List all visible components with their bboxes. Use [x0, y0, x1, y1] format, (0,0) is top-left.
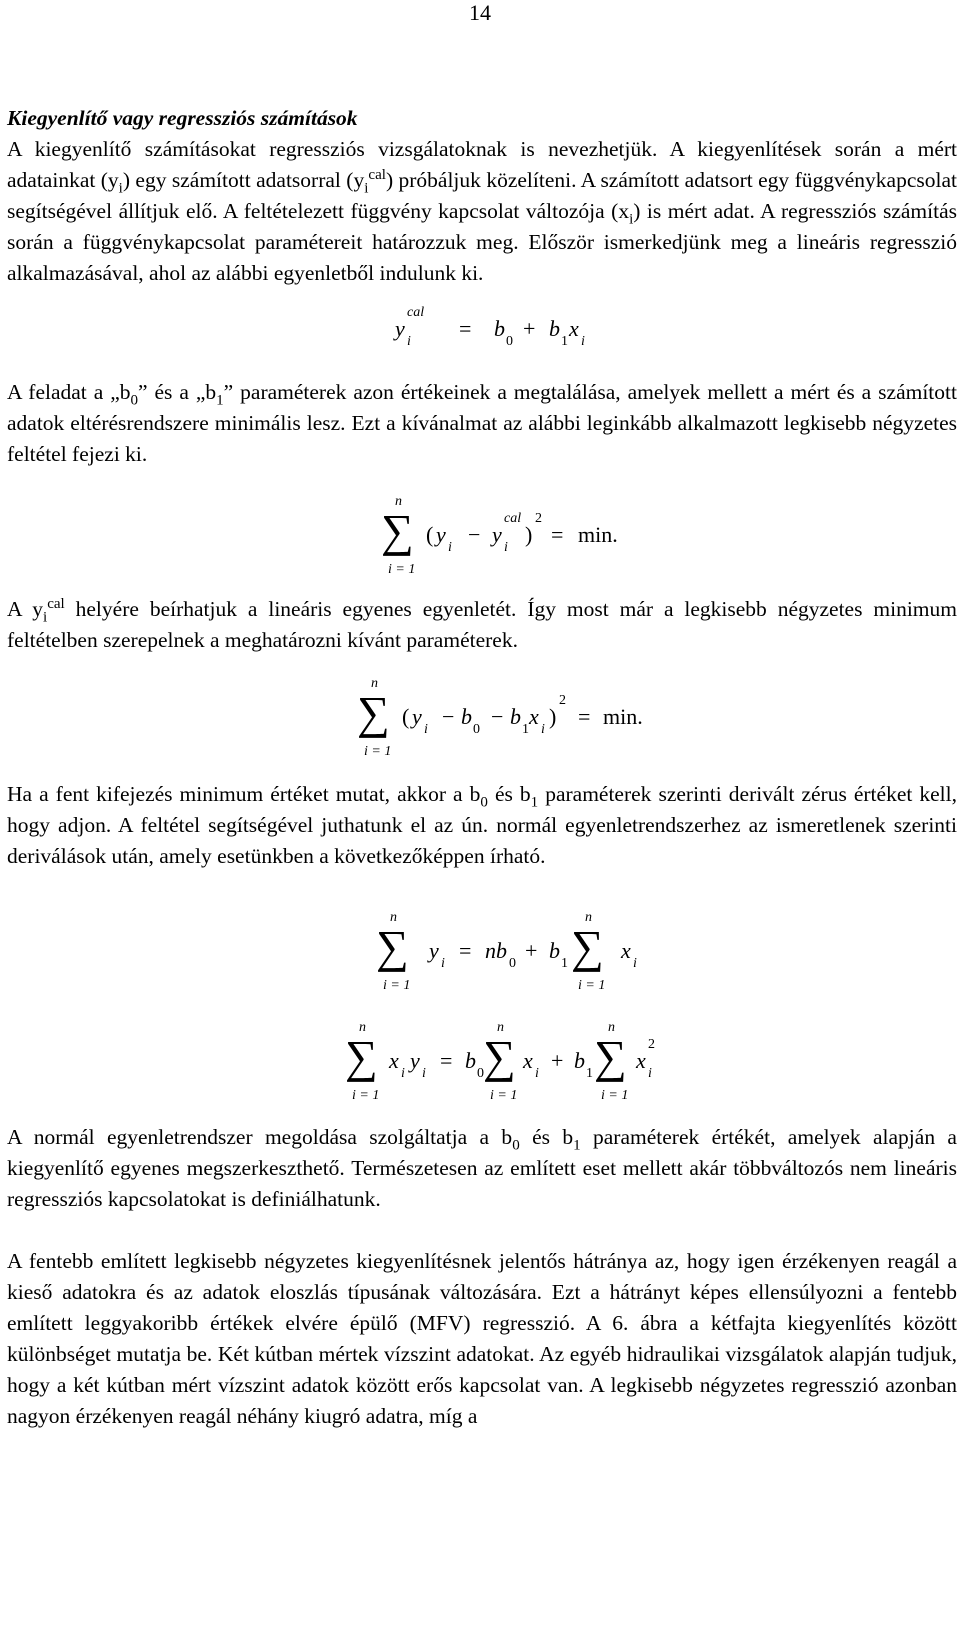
equation-normal-2: n ∑ i = 1 x i y i = b 0 n ∑ i = 1 x i + b 1 n ∑ i = 1 x i 2	[345, 1020, 655, 1103]
equation-least-squares: n ∑ i = 1 ( y i − y i cal ) 2 = min.	[381, 494, 618, 577]
equation-linear-model: y i cal = b 0 + b 1 x i	[395, 305, 585, 349]
paragraph-substitute: A $y_i^{cal}$ helyére beírhatjuk a lineáris egyenes egyenletét. Így most már a legkisebb négyzetes minimum feltételben szerepelnek a meghatározni kívánt paraméterek.	[7, 595, 957, 652]
section-heading: Kiegyenlítő vagy regressziós számítások	[7, 106, 358, 130]
paragraph-derivative: Ha a fent kifejezés minimum értéket mutat, akkor a $b_0$ és $b_1$ paraméterek szerinti derivált zérus értéket kell, hogy adjon. A feltétel segítségével juthatunk el az ún. normál egyenletrendszerhez az ismeretlenek szerinti deriválások után, amely esetünkben a következőképpen írható.	[7, 782, 957, 868]
document-body	[7, 103, 957, 1432]
page-number: 14	[469, 0, 491, 25]
paragraph-solution: A normál egyenletrendszer megoldása szolgáltatja a $b_0$ és $b_1$ paraméterek értékét, amelyek alapján a kiegyenlítő egyenes megszerkeszthető. Természetesen az említett eset mellett akár többváltozós nem lineáris regressziós kapcsolatokat is definiálhatunk.	[7, 1125, 957, 1211]
paragraph-least-squares: A feladat a $„b_0$” és a $„b_1$” paraméterek azon értékeinek a megtalálása, amelyek mellett a mért és a számított adatok eltérésrendszere minimális lesz. Ezt a kívánalmat az alábbi leginkább alkalmazott legkisebb négyzetes feltétel fejezi ki.	[7, 380, 957, 466]
paragraph-intro: A kiegyenlítő számításokat regressziós vizsgálatoknak is nevezhetjük. A kiegyenlítések során a mért adatainkat $(y_i)$ egy számított adatsorral $(y_i^{cal})$ próbáljuk közelíteni. A számított adatsort egy függvénykapcsolat segítségével állítjuk elő. A feltételezett függvény kapcsolat változója $(x_i)$ is mért adat. A regressziós számítás során a függvénykapcsolat paramétereit határozzuk meg. Először ismerkedjünk meg a lineáris regresszió alkalmazásával, ahol az alábbi egyenletből indulunk ki.	[7, 137, 958, 285]
equation-normal-1: n ∑ i = 1 y i = nb 0 + b 1 n ∑ i = 1 x i	[376, 910, 637, 993]
paragraph-mfv: A fentebb említett legkisebb négyzetes kiegyenlítésnek jelentős hátránya az, hogy igen érzékenyen reagál a kieső adatokra és az adatok eloszlás típusának változására. Ezt a hátrányt képes ellensúlyozni a fentebb említett leggyakoribb értékek elvére épülő (MFV) regresszió. A 6. ábra a kétfajta kiegyenlítés között különbséget mutatja be. Két kútban mértek vízszint adatokat. Az egyéb hidraulikai vizsgálatok alapján tudjuk, hogy a két kútban mért vízszint adatok között erős kapcsolat van. A legkisebb négyzetes regresszió azonban nagyon érzékenyen reagál néhány kiugró adatra, míg a	[7, 1249, 957, 1428]
equation-min-condition: n ∑ i = 1 ( y i − b 0 − b 1 x i ) 2 = min.	[357, 676, 643, 759]
